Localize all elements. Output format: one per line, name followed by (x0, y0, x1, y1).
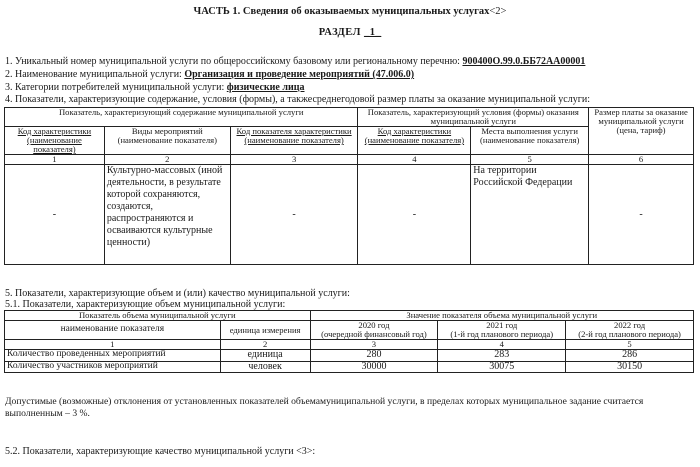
header-year-3: 2022 год (2-й год планового периода) (566, 321, 694, 340)
cell-indicator-code: - (230, 165, 358, 265)
table-row (5, 361, 694, 373)
header-indicator-group: Показатель объема муниципальной услуги (5, 311, 311, 321)
col-number: 1 (5, 155, 105, 165)
col-number: 2 (220, 340, 310, 350)
header-fee: Размер платы за оказание муниципальной услуги (цена, тариф) (589, 108, 694, 155)
header-unit: единица измерения (220, 321, 310, 340)
cell-code: - (5, 165, 105, 265)
col-number: 1 (5, 340, 221, 350)
row-value-2022: 30150 (566, 361, 694, 373)
table-row (5, 350, 694, 362)
row-name: Количество проведенных мероприятий (5, 350, 221, 362)
item-3: 3. Категории потребителей муниципальной услуги: физические лица (5, 82, 305, 93)
header-col3: Код показателя характеристики (наименование показателя) (230, 127, 358, 155)
col-number: 4 (438, 340, 566, 350)
section-heading: РАЗДЕЛ _1_ (318, 27, 382, 38)
row-value-2021: 30075 (438, 361, 566, 373)
volume-table (4, 310, 694, 373)
row-unit: человек (220, 361, 310, 373)
col-number: 3 (310, 340, 438, 350)
item-5: 5. Показатели, характеризующие объем и (или) качество муниципальной услуги: (5, 288, 350, 299)
col-number: 5 (471, 155, 589, 165)
cell-location: На территории Российской Федерации (471, 165, 589, 265)
consumer-category: физические лица (226, 82, 305, 93)
item-5-1: 5.1. Показатели, характеризующие объем муниципальной услуги: (5, 299, 286, 310)
service-number: 900400О.99.0.ББ72АА00001 (462, 56, 586, 67)
cell-event-type: Культурно-массовых (иной деятельности, в результате которой сохраняются, создаются, распространяются и осваиваются культурные ценности) (104, 165, 230, 265)
row-name: Количество участников мероприятий (5, 361, 221, 373)
item-4: 4. Показатели, характеризующие содержание, условия (формы), а такжесреднегодовой размер платы за оказание муниципальной услуги: (5, 94, 590, 105)
header-value-group: Значение показателя объема муниципальной услуги (310, 311, 693, 321)
row-unit: единица (220, 350, 310, 362)
item-1: 1. Уникальный номер муниципальной услуги по общероссийскому базовому или региональному перечню: 900400О.99.0.ББ72АА00001 (5, 56, 586, 67)
col-number: 6 (589, 155, 694, 165)
header-year-1: 2020 год (очередной финансовый год) (310, 321, 438, 340)
cell-condition-code: - (358, 165, 471, 265)
deviation-note: Допустимые (возможные) отклонения от установленных показателей объемамуниципальной услуги, в пределах которых муниципальное задание считается выполненным – 3 %. (5, 396, 644, 420)
col-number: 4 (358, 155, 471, 165)
header-col4: Код характеристики (наименование показателя) (358, 127, 471, 155)
col-number: 2 (104, 155, 230, 165)
part-title: ЧАСТЬ 1. Сведения об оказываемых муниципальных услугах<2> (193, 6, 507, 17)
cell-fee: - (589, 165, 694, 265)
header-name: наименование показателя (5, 321, 221, 340)
section-number: _1_ (364, 27, 382, 38)
col-number: 5 (566, 340, 694, 350)
header-col5: Места выполнения услуги (наименование показателя) (471, 127, 589, 155)
item-2: 2. Наименование муниципальной услуги: Организация и проведение мероприятий (47.006.0) (5, 69, 415, 80)
header-col1: Код характеристики (наименование показателя) (5, 127, 105, 155)
row-value-2020: 280 (310, 350, 438, 362)
footnote-ref: <2> (489, 6, 507, 17)
col-number: 3 (230, 155, 358, 165)
content-table (4, 107, 694, 265)
item-5-2: 5.2. Показатели, характеризующие качество муниципальной услуги <3>: (5, 446, 316, 457)
row-value-2022: 286 (566, 350, 694, 362)
header-col2: Виды мероприятий (наименование показателя) (104, 127, 230, 155)
row-value-2020: 30000 (310, 361, 438, 373)
header-content-group: Показатель, характеризующий содержание муниципальной услуги (5, 108, 358, 127)
header-conditions-group: Показатель, характеризующий условия (формы) оказания муниципальной услуги (358, 108, 589, 127)
service-name: Организация и проведение мероприятий (47.006.0) (184, 69, 415, 80)
header-year-2: 2021 год (1-й год планового периода) (438, 321, 566, 340)
row-value-2021: 283 (438, 350, 566, 362)
